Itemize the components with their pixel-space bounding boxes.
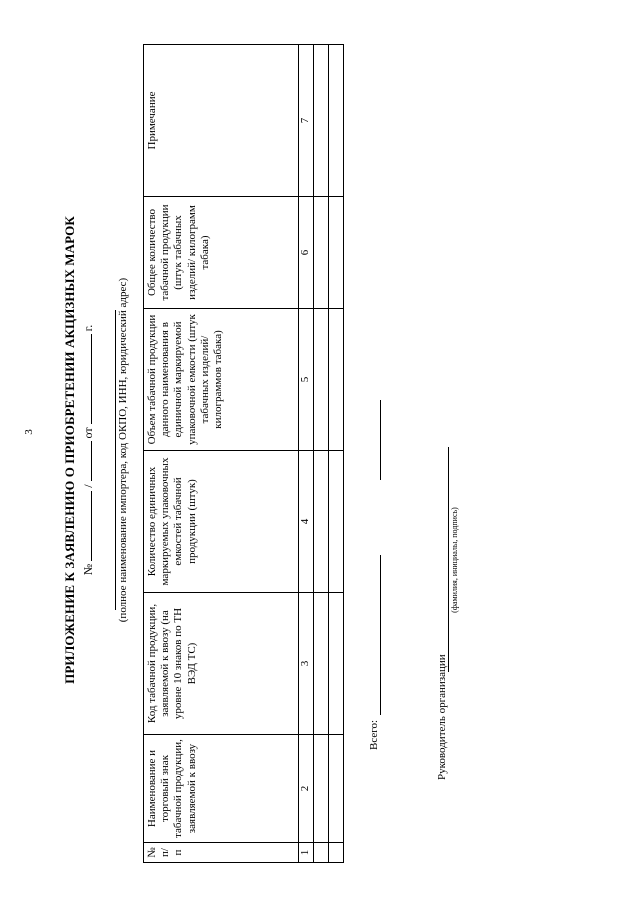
number-slash: / [81, 484, 95, 488]
table-cell[interactable] [329, 843, 344, 863]
table-cell[interactable] [329, 593, 344, 735]
column-number: 4 [299, 451, 314, 593]
table-header-row [144, 45, 299, 863]
total-line-secondary[interactable] [380, 400, 381, 480]
table-cell[interactable] [329, 451, 344, 593]
column-number: 6 [299, 197, 314, 309]
column-header: Примечание [144, 45, 299, 197]
column-number: 1 [299, 843, 314, 863]
from-label: от [81, 427, 95, 439]
signature-line[interactable] [448, 447, 449, 672]
table-cell[interactable] [314, 197, 329, 309]
date-blank[interactable] [80, 334, 92, 424]
number-suffix-blank[interactable] [80, 441, 92, 481]
column-header: Наименование и торговый знак табачной продукции, заявляемой к ввозу [144, 735, 299, 843]
column-header: Код табачной продукции, заявляемой к ввозу (на уровне 10 знаков по ТН ВЭД ТС) [144, 593, 299, 735]
table-row[interactable] [329, 45, 344, 863]
table-cell[interactable] [314, 593, 329, 735]
importer-caption: (полное наименование импортера, код ОКПО, ИНН, юридический адрес) [117, 277, 129, 623]
year-suffix: г. [81, 324, 95, 332]
number-blank[interactable] [80, 491, 92, 561]
table-cell[interactable] [314, 451, 329, 593]
total-line[interactable] [380, 555, 381, 715]
table-cell[interactable] [314, 309, 329, 451]
total-label: Всего: [368, 719, 380, 750]
table-cell[interactable] [314, 735, 329, 843]
numbering-row [299, 45, 314, 863]
page-title: ПРИЛОЖЕНИЕ К ЗАЯВЛЕНИЮ О ПРИОБРЕТЕНИИ АКЦИЗНЫХ МАРОК [62, 216, 77, 684]
table-cell[interactable] [314, 45, 329, 197]
head-label: Руководитель организации [436, 654, 448, 780]
column-header: Общее количество табачной продукции (штук табачных изделий/ килограмм табака) [144, 197, 299, 309]
column-header: № п/п [144, 843, 299, 863]
column-header: Количество единичных маркируемых упаковочных емкостей табачной продукции (штук) [144, 451, 299, 593]
table-cell[interactable] [329, 735, 344, 843]
column-number: 7 [299, 45, 314, 197]
table-cell[interactable] [329, 197, 344, 309]
page-number: 3 [22, 429, 35, 435]
table-row[interactable] [314, 45, 329, 863]
column-header: Объем табачной продукции данного наименования в единичной маркируемой упаковочной емкости (штук табачных изделий/ килограммов табака) [144, 309, 299, 451]
column-number: 3 [299, 593, 314, 735]
number-line [80, 0, 96, 900]
column-number: 2 [299, 735, 314, 843]
table-cell[interactable] [329, 309, 344, 451]
number-label: № [81, 563, 95, 576]
products-table [143, 44, 344, 863]
signature-caption: (фамилия, инициалы, подпись) [450, 507, 459, 613]
table-cell[interactable] [329, 45, 344, 197]
importer-line[interactable] [115, 310, 116, 610]
column-number: 5 [299, 309, 314, 451]
table-cell[interactable] [314, 843, 329, 863]
